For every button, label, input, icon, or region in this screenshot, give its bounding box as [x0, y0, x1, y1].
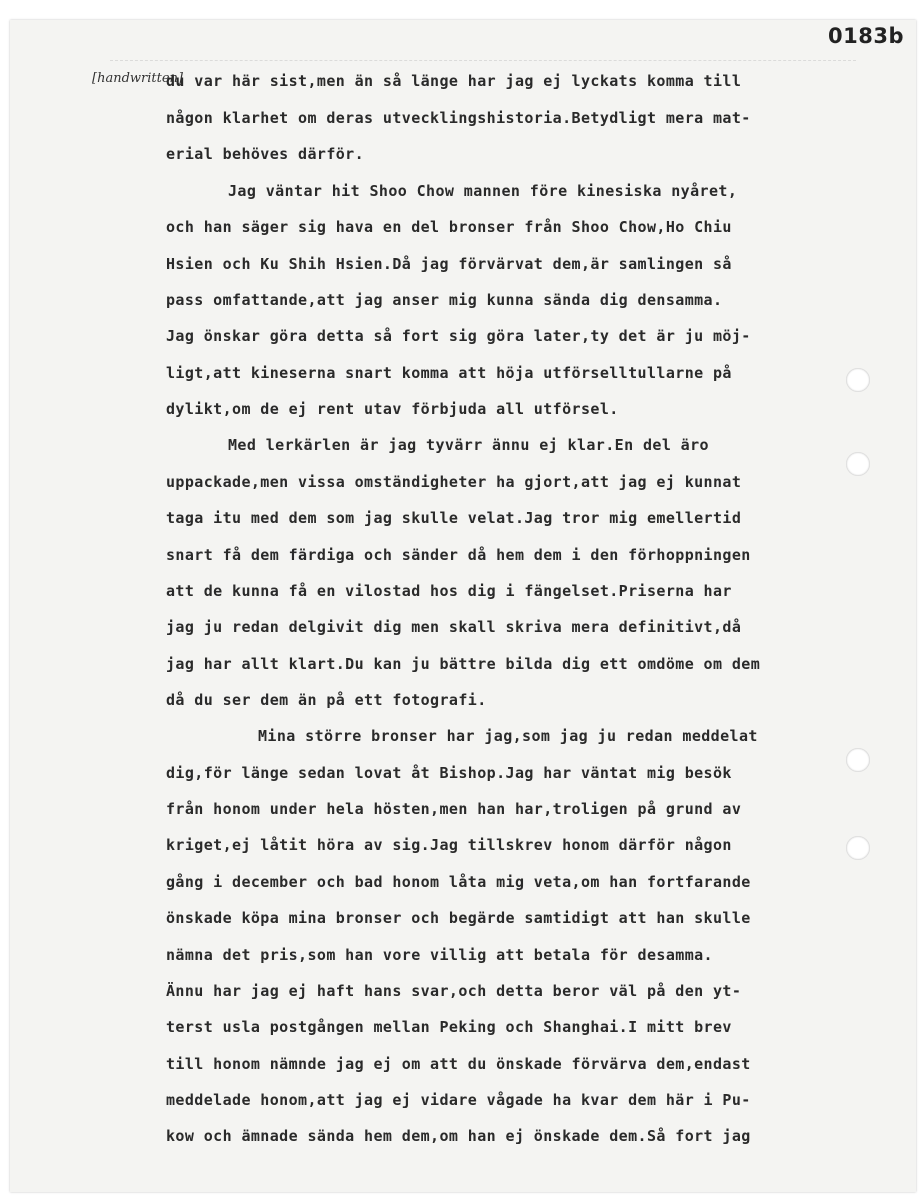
typed-line: Ännu har jag ej haft hans svar,och detta beror väl på den yt- — [166, 982, 742, 1000]
typed-line: jag har allt klart.Du kan ju bättre bilda dig ett omdöme om dem — [166, 655, 761, 673]
typed-line: kow och ämnade sända hem dem,om han ej önskade dem.Så fort jag — [166, 1127, 751, 1145]
punch-hole — [846, 748, 870, 772]
typed-line: ligt,att kineserna snart komma att höja utförselltullarne på — [166, 364, 732, 382]
letter-page — [10, 20, 916, 1192]
typed-line: Mina större bronser har jag,som jag ju redan meddelat — [258, 727, 758, 745]
handwritten-margin-note: [handwritten] — [92, 71, 183, 86]
bleed-texture — [110, 60, 856, 62]
typed-line: gång i december och bad honom låta mig veta,om han fortfarande — [166, 873, 751, 891]
typed-line: erial behöves därför. — [166, 145, 365, 163]
typed-line: snart få dem färdiga och sänder då hem dem i den förhoppningen — [166, 546, 751, 564]
typed-line: Med lerkärlen är jag tyvärr ännu ej klar.En del äro — [228, 436, 709, 454]
punch-hole — [846, 368, 870, 392]
archive-number: 0183b — [828, 24, 904, 48]
typed-line: pass omfattande,att jag anser mig kunna sända dig densamma. — [166, 291, 723, 309]
typed-line: från honom under hela hösten,men han har,troligen på grund av — [166, 800, 742, 818]
typed-line: Jag väntar hit Shoo Chow mannen före kinesiska nyåret, — [228, 182, 738, 200]
typed-line: jag ju redan delgivit dig men skall skriva mera definitivt,då — [166, 618, 742, 636]
typed-line: till honom nämnde jag ej om att du önskade förvärva dem,endast — [166, 1055, 751, 1073]
typed-line: och han säger sig hava en del bronser från Shoo Chow,Ho Chiu — [166, 218, 732, 236]
typed-line: du var här sist,men än så länge har jag ej lyckats komma till — [166, 72, 742, 90]
typed-line: uppackade,men vissa omständigheter ha gjort,att jag ej kunnat — [166, 473, 742, 491]
punch-hole — [846, 452, 870, 476]
punch-hole — [846, 836, 870, 860]
typed-line: kriget,ej låtit höra av sig.Jag tillskrev honom därför någon — [166, 836, 732, 854]
typed-line: då du ser dem än på ett fotografi. — [166, 691, 487, 709]
typed-line: Hsien och Ku Shih Hsien.Då jag förvärvat dem,är samlingen så — [166, 255, 732, 273]
typed-line: nämna det pris,som han vore villig att betala för desamma. — [166, 946, 713, 964]
typed-line: taga itu med dem som jag skulle velat.Jag tror mig emellertid — [166, 509, 742, 527]
typed-line: meddelade honom,att jag ej vidare vågade ha kvar dem här i Pu- — [166, 1091, 751, 1109]
typed-line: att de kunna få en vilostad hos dig i fängelset.Priserna har — [166, 582, 732, 600]
typed-line: dylikt,om de ej rent utav förbjuda all utförsel. — [166, 400, 619, 418]
typed-line: Jag önskar göra detta så fort sig göra later,ty det är ju möj- — [166, 327, 751, 345]
typed-line: önskade köpa mina bronser och begärde samtidigt att han skulle — [166, 909, 751, 927]
typed-line: terst usla postgången mellan Peking och Shanghai.I mitt brev — [166, 1018, 732, 1036]
typed-line: någon klarhet om deras utvecklingshistoria.Betydligt mera mat- — [166, 109, 751, 127]
typed-line: dig,för länge sedan lovat åt Bishop.Jag har väntat mig besök — [166, 764, 732, 782]
